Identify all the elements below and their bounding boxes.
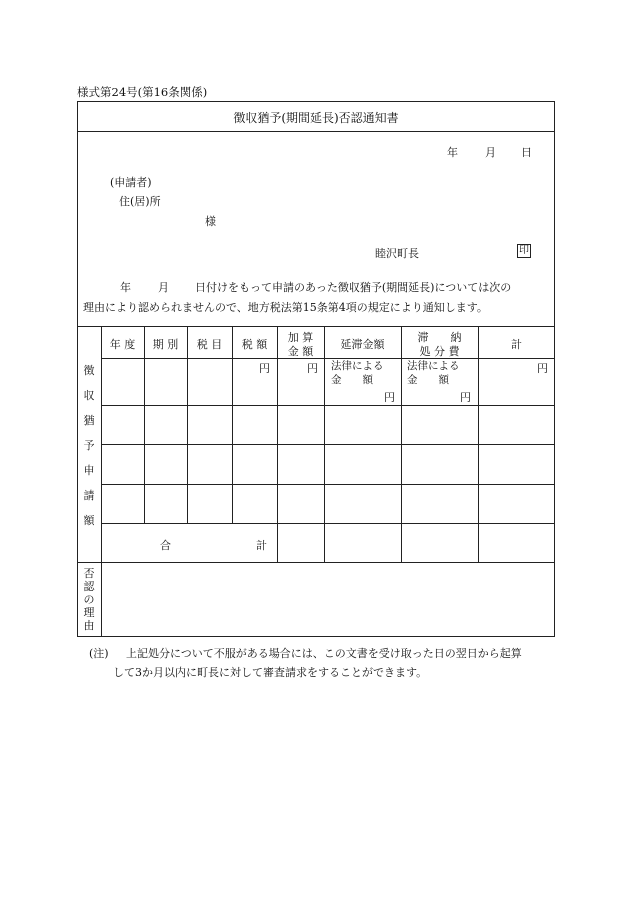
col-divider-period [187, 326, 188, 523]
delinquency-unit: 円 [460, 391, 471, 404]
law-note-line: 法律による [407, 360, 460, 372]
side-label-char: 収 [83, 389, 95, 402]
col-divider-tax-amount [277, 326, 278, 562]
unit-tax-amount: 円 [259, 362, 270, 375]
reason-label-char: 由 [83, 619, 95, 632]
applicant-honorific: 様 [205, 215, 216, 228]
side-label-char: 徴 [83, 364, 95, 377]
col-divider-year [144, 326, 145, 523]
col-divider-late-fee [401, 326, 402, 562]
law-note-line: 法律による [331, 360, 384, 372]
unit-total: 円 [537, 362, 548, 375]
seal-mark: 印 [519, 245, 529, 256]
header-late-fee: 延滞金額 [340, 338, 385, 351]
grand-total-label-1: 合 [160, 539, 171, 552]
row1-bottom-line [101, 405, 555, 406]
grand-total-label-2: 計 [256, 539, 267, 552]
side-label-char: 申 [83, 464, 95, 477]
col-divider-tax-item [232, 326, 233, 523]
date-month: 月 [485, 146, 496, 159]
date-day: 日 [521, 146, 532, 159]
body-year: 年 [120, 281, 131, 294]
delinquency-law-note [407, 359, 460, 387]
header-additional-1: 加 算 [287, 331, 314, 344]
row3-bottom-line [101, 484, 555, 485]
header-delinquency-1: 滞 納 [417, 331, 462, 344]
header-tax-item: 税 目 [196, 338, 223, 351]
side-label-char: 額 [83, 514, 95, 527]
body-month: 月 [158, 281, 169, 294]
side-label [77, 365, 101, 540]
body-line2: 理由により認められませんので、地方税法第15条第4項の規定により通知します。 [83, 301, 488, 314]
col-divider-additional [324, 326, 325, 562]
col-divider-delinquency [478, 326, 479, 562]
title-divider [77, 131, 555, 132]
form-label: 様式第24号(第16条関係) [77, 85, 208, 99]
header-tax-amount: 税 額 [241, 338, 268, 351]
document-title: 徴収猶予(期間延長)否認通知書 [233, 111, 399, 125]
reason-label-char: 否 [83, 567, 95, 580]
law-note-line: 金 額 [407, 374, 449, 386]
reason-label-char: の [83, 593, 95, 606]
header-delinquency-2: 処 分 費 [419, 345, 460, 358]
reason-label-char: 認 [83, 580, 95, 593]
date-year: 年 [447, 146, 458, 159]
header-bottom-line [101, 358, 555, 359]
note-marker: (注) [89, 647, 109, 660]
late-fee-unit: 円 [384, 391, 395, 404]
side-column-divider [101, 326, 102, 637]
issuer-name: 睦沢町長 [375, 247, 419, 260]
unit-additional: 円 [307, 362, 318, 375]
body-line1: 日付けをもって申請のあった徴収猶予(期間延長)については次の [195, 281, 512, 294]
side-label-char: 請 [83, 489, 95, 502]
note-line1: 上記処分について不服がある場合には、この文書を受け取った日の翌日から起算 [126, 647, 522, 660]
header-additional-2: 金 額 [287, 345, 314, 358]
table-bottom-line [77, 562, 555, 563]
side-label-char: 猶 [83, 414, 95, 427]
header-period: 期 別 [152, 338, 179, 351]
applicant-address-label: 住(居)所 [119, 195, 161, 208]
applicant-label: (申請者) [110, 176, 152, 189]
header-total: 計 [511, 338, 522, 351]
note-line2: して3か月以内に町長に対して審査請求をすることができます。 [113, 666, 428, 679]
reason-label [77, 568, 101, 633]
row4-bottom-line [101, 523, 555, 524]
reason-label-char: 理 [83, 606, 95, 619]
table-top-line [77, 326, 555, 327]
row2-bottom-line [101, 444, 555, 445]
law-note-line: 金 額 [331, 374, 373, 386]
side-label-char: 予 [83, 439, 95, 452]
header-year: 年 度 [109, 338, 136, 351]
late-fee-law-note [331, 359, 384, 387]
